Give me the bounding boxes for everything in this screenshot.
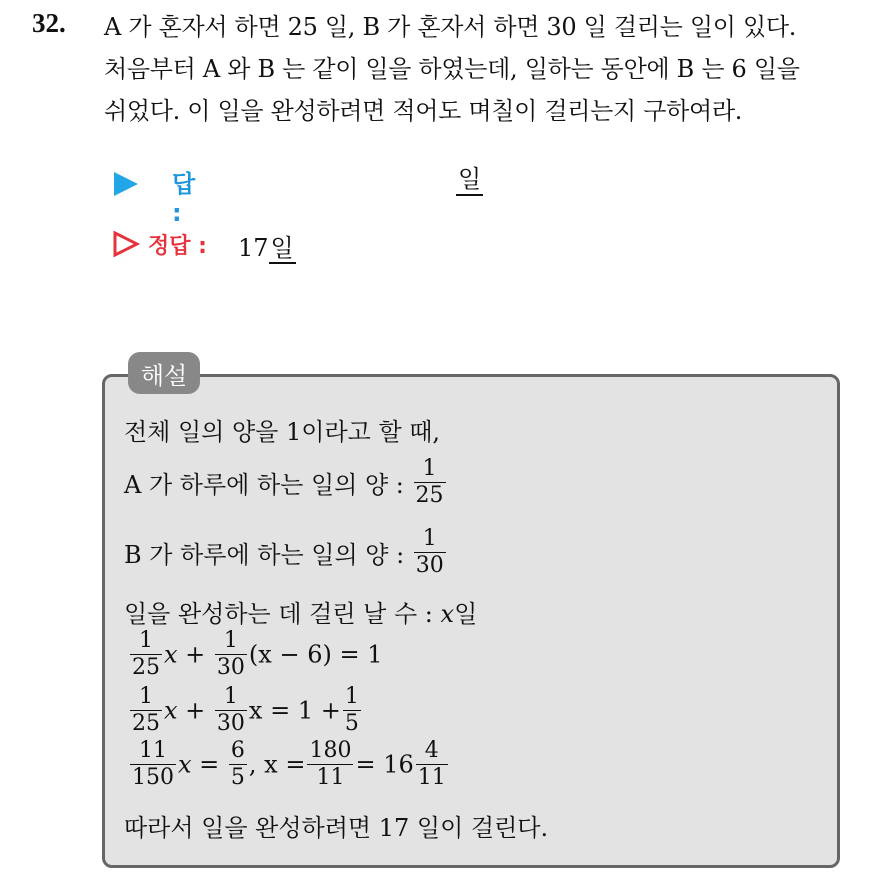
equation-2-middle: x = 1 + xyxy=(248,696,341,725)
numerator: 6 xyxy=(230,738,245,763)
numerator: 1 xyxy=(223,684,238,709)
correct-number: 17 xyxy=(238,234,269,262)
solution-line-3 xyxy=(124,526,448,579)
denominator: 5 xyxy=(230,765,245,790)
fraction xyxy=(414,526,446,579)
fraction xyxy=(215,628,247,681)
fraction xyxy=(130,628,162,681)
play-triangle-icon xyxy=(114,172,138,196)
fraction xyxy=(215,684,247,737)
fraction xyxy=(229,738,247,791)
question-number: 32. xyxy=(32,8,66,38)
equation-3-middle: , x = xyxy=(248,750,306,779)
mixed-whole: = 16 xyxy=(355,750,414,779)
question-text xyxy=(104,6,874,132)
fraction xyxy=(307,738,353,791)
answer-blank[interactable]: 일 xyxy=(456,164,483,196)
denominator: 30 xyxy=(415,553,444,578)
numerator: 1 xyxy=(422,526,437,551)
equation-1-rest: (x − 6) = 1 xyxy=(248,640,383,669)
numerator: 4 xyxy=(424,738,439,763)
solution-tab: 해설 xyxy=(128,352,200,394)
denominator: 11 xyxy=(417,765,446,790)
question-line-3: 쉬었다. 이 일을 완성하려면 적어도 며칠이 걸리는지 구하여라. xyxy=(104,97,743,125)
numerator: 1 xyxy=(422,456,437,481)
correct-answer-value xyxy=(238,228,296,263)
question-line-2: 처음부터 A 와 B 는 같이 일을 하였는데, 일하는 동안에 B 는 6 일을 xyxy=(104,55,800,83)
line2-text: A 가 하루에 하는 일의 양 : xyxy=(124,471,404,499)
line4-unit: 일 xyxy=(454,600,478,628)
solution-line-2 xyxy=(124,456,448,509)
denominator: 30 xyxy=(216,711,245,736)
outline-triangle-icon xyxy=(112,230,140,258)
denominator: 5 xyxy=(344,711,359,736)
equation-3: $\frac{11}{150}$ x = $\frac{6}{5}$ , x = $\frac{180}{11}$ = 16 $\frac{4}{11}$ xyxy=(132,738,446,790)
solution-line-4 xyxy=(124,594,477,629)
correct-answer-label: 정답 : xyxy=(148,234,207,259)
solution-line-1: 전체 일의 양을 1이라고 할 때, xyxy=(124,418,441,446)
denominator: 25 xyxy=(415,483,444,508)
fraction xyxy=(130,738,176,791)
numerator: 1 xyxy=(139,628,153,653)
denominator: 11 xyxy=(307,764,353,791)
variable-x: x xyxy=(440,600,455,628)
numerator: 1 xyxy=(344,684,359,709)
fraction xyxy=(414,456,446,509)
numerator: 1 xyxy=(139,684,153,709)
question-line-1: A 가 혼자서 하면 25 일, B 가 혼자서 하면 30 일 걸리는 일이 있다. xyxy=(104,13,797,41)
fraction xyxy=(130,684,162,737)
correct-unit: 일 xyxy=(270,234,294,262)
denominator: 150 xyxy=(132,765,174,790)
denominator: 25 xyxy=(132,711,160,736)
fraction xyxy=(416,738,448,791)
numerator: 11 xyxy=(139,738,167,763)
fraction xyxy=(343,684,361,737)
equation-1: $\frac{1}{25}$ x + $\frac{1}{30}$ (x − 6) = 1 xyxy=(132,628,383,680)
answer-label: 답 : xyxy=(172,170,196,227)
equation-2: $\frac{1}{25}$ x + $\frac{1}{30}$ x = 1 + $\frac{1}{5}$ xyxy=(132,684,359,736)
solution-conclusion: 따라서 일을 완성하려면 17 일이 걸린다. xyxy=(124,814,549,842)
line4-text: 일을 완성하는 데 걸린 날 수 : xyxy=(124,600,433,628)
line3-text: B 가 하루에 하는 일의 양 : xyxy=(124,541,405,569)
numerator: 1 xyxy=(223,628,238,653)
numerator: 180 xyxy=(309,738,352,763)
denominator: 25 xyxy=(132,655,160,680)
denominator: 30 xyxy=(216,655,245,680)
